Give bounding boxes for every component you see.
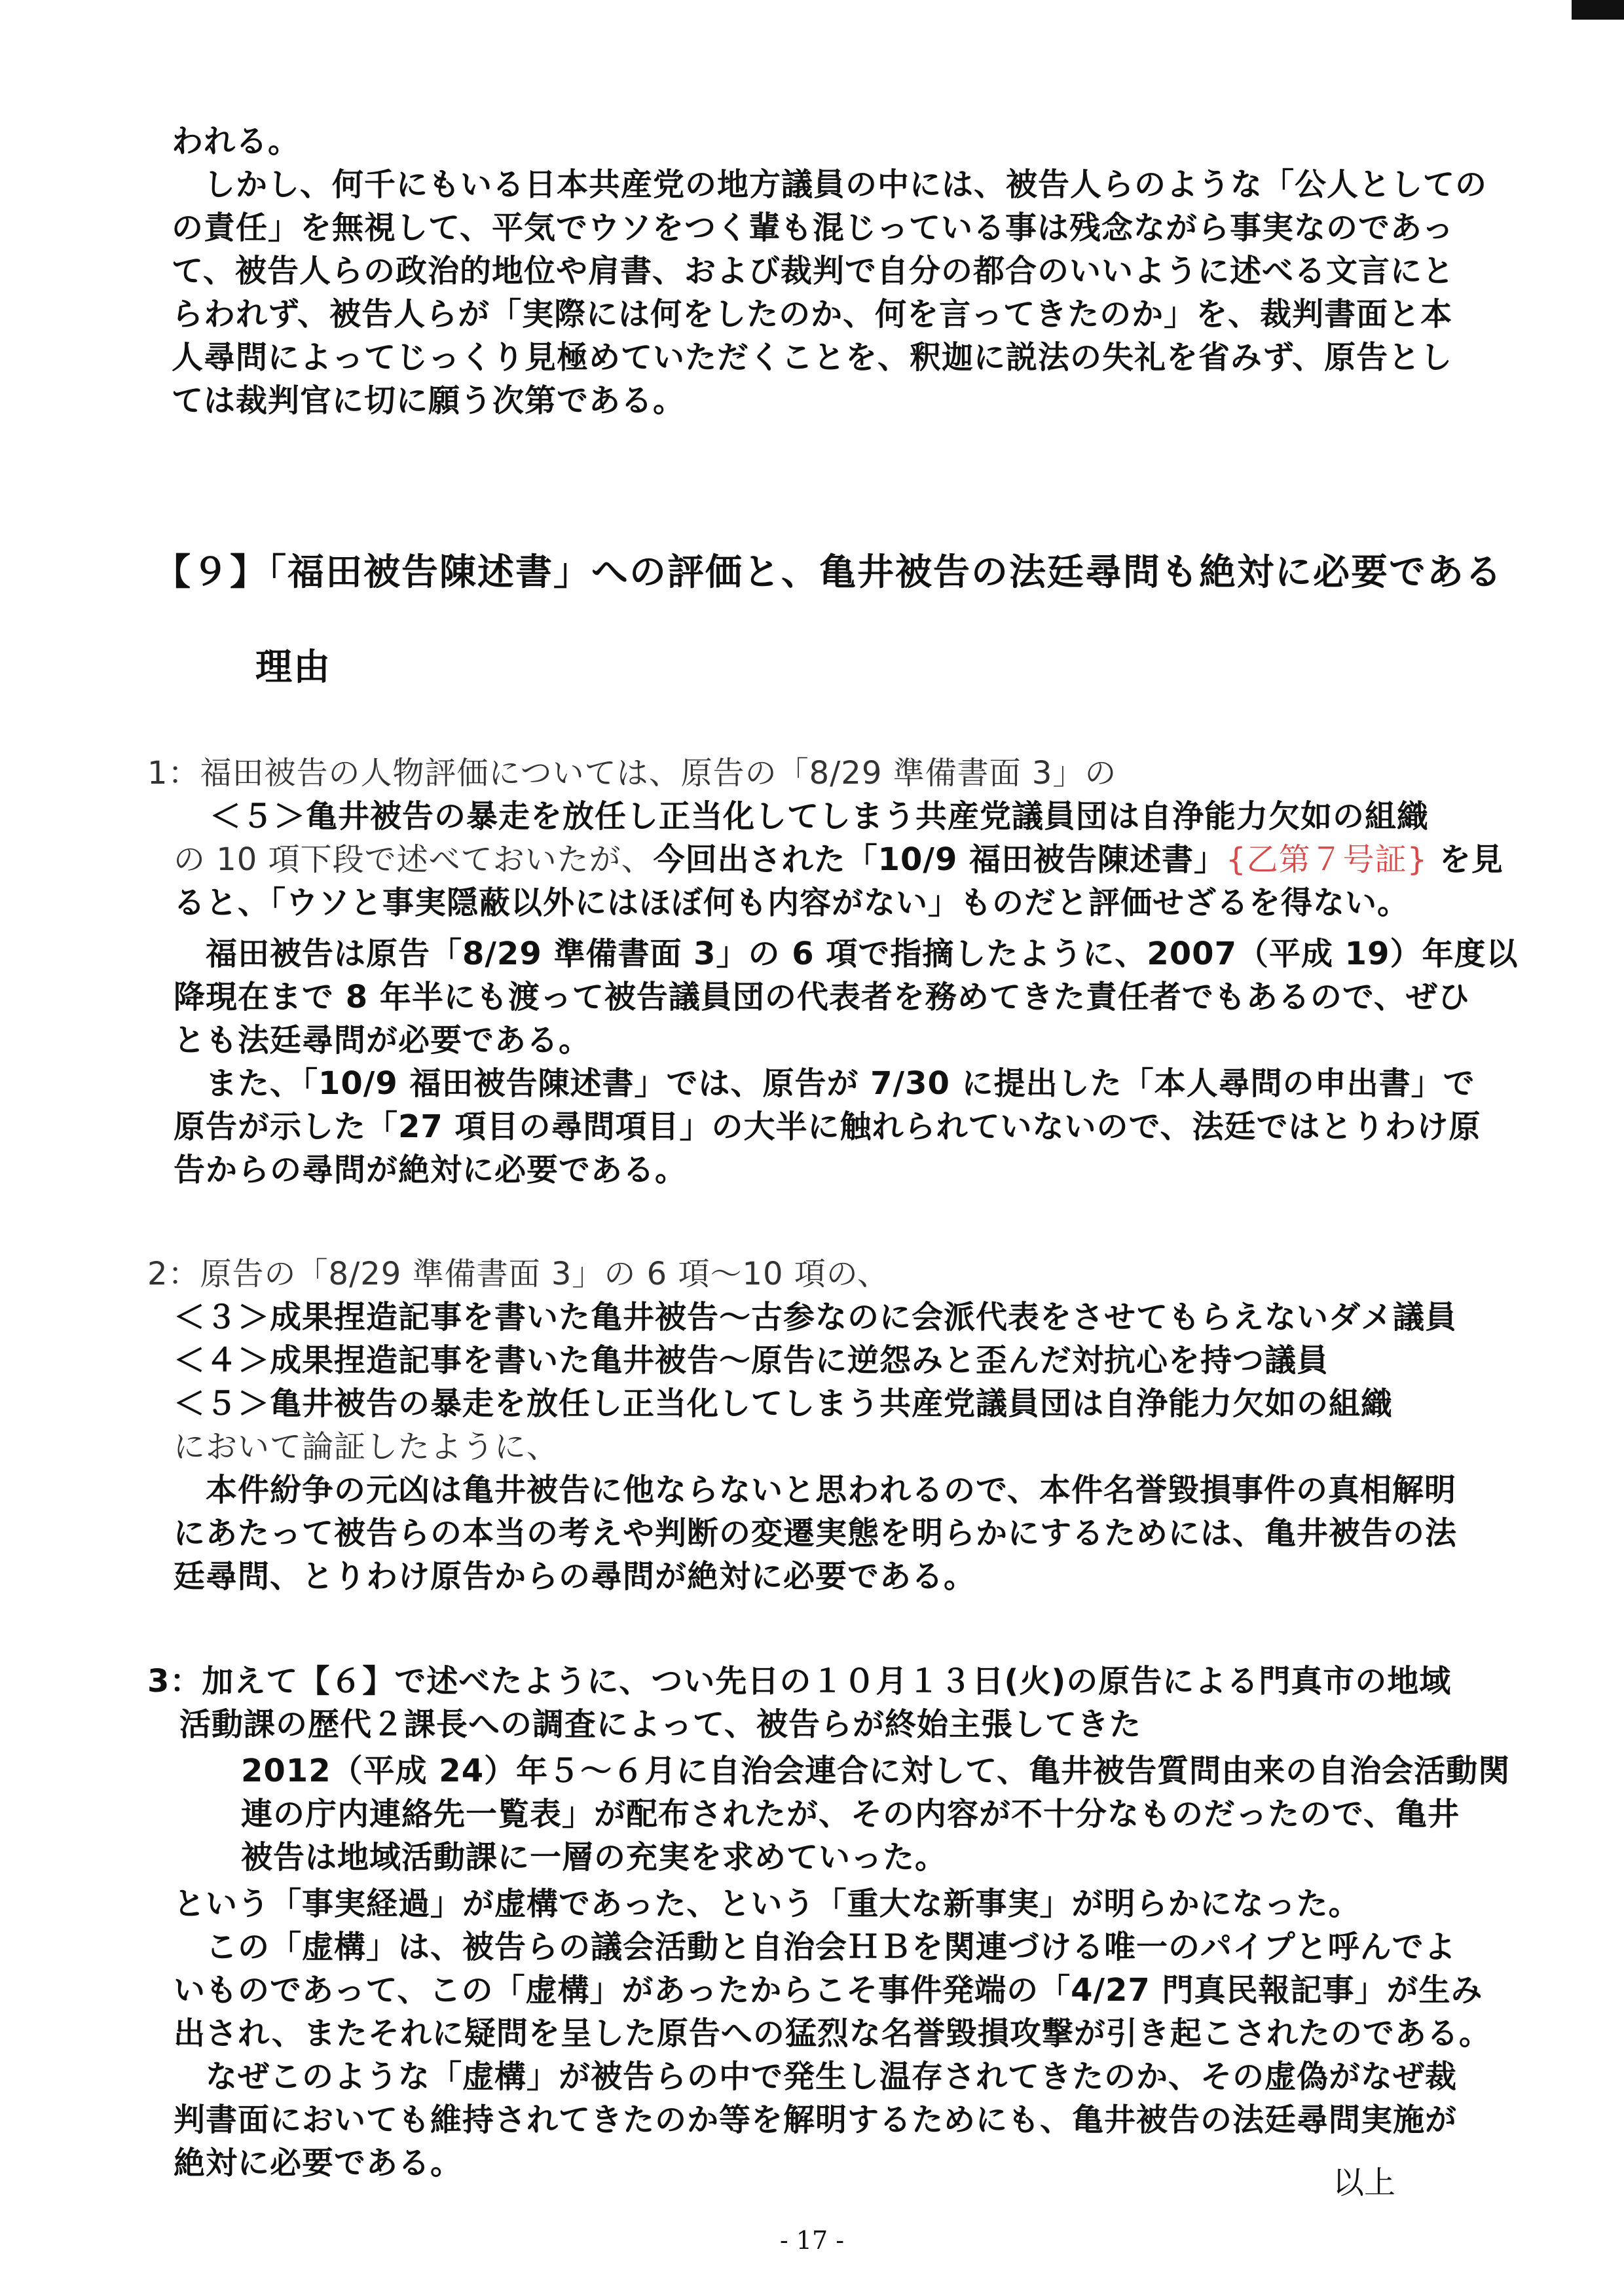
text-line: いものであって、この「虚構」があったからこそ事件発端の「4/27 門真民報記事」が生み bbox=[174, 1972, 1483, 2009]
text-line: 3：加えて【６】で述べたように、つい先日の１０月１３日(火)の原告による門真市の地域 bbox=[147, 1663, 1452, 1700]
item-1-line3-bold: 今回出された「10/9 福田被告陳述書」 bbox=[653, 841, 1227, 878]
text-line: とも法廷尋問が必要である。 bbox=[174, 1022, 591, 1059]
text-line: 被告は地域活動課に一層の充実を求めていった。 bbox=[241, 1839, 948, 1876]
item-2 bbox=[147, 1252, 1457, 1598]
text-line: 判書面においても維持されてきたのか等を解明するためにも、亀井被告の法廷尋問実施が bbox=[174, 2102, 1458, 2138]
item-3-body bbox=[174, 1882, 1491, 2185]
item-1 bbox=[147, 752, 1504, 924]
item-1-line3 bbox=[147, 838, 1504, 881]
item-1-sub: ＜５＞亀井被告の暴走を放任し正当化してしまう共産党議員団は自浄能力欠如の組織 bbox=[210, 798, 1430, 835]
item-1-line3-tail: を見 bbox=[1428, 841, 1504, 878]
text-line: われる。 bbox=[172, 123, 301, 160]
text-line: 告からの尋問が絶対に必要である。 bbox=[174, 1152, 688, 1188]
item-1-lead: 1：福田被告の人物評価については、原告の「8/29 準備書面 3」の bbox=[147, 755, 1117, 792]
item-1-line4: ると、「ウソと事実隠蔽以外にはほぼ何も内容がない」ものだと評価せざるを得ない。 bbox=[174, 884, 1410, 921]
item-1-line3-light: の 10 項下段で述べておいたが、 bbox=[174, 841, 654, 878]
section-heading-continued: 理由 bbox=[255, 646, 331, 689]
text-line: 出され、またそれに疑問を呈した原告への猛烈な名誉毀損攻撃が引き起こされたのである。 bbox=[174, 2015, 1491, 2052]
text-line: ては裁判官に切に願う次第である。 bbox=[172, 382, 686, 419]
text-line: て、被告人らの政治的地位や肩書、および裁判で自分の都合のいいように述べる文言にと bbox=[172, 253, 1455, 289]
text-line: 福田被告は原告「8/29 準備書面 3」の 6 項で指摘したように、2007（平成 19）年度以 bbox=[174, 936, 1519, 972]
item-1-paragraph-2 bbox=[174, 932, 1518, 1192]
text-line: にあたって被告らの本当の考えや判断の変遷実態を明らかにするためには、亀井被告の法 bbox=[174, 1515, 1458, 1552]
text-line: らわれず、被告人らが「実際には何をしたのか、何を言ってきたのか」を、裁判書面と本 bbox=[172, 296, 1453, 333]
item-2-sub: ＜５＞亀井被告の暴走を放任し正当化してしまう共産党議員団は自浄能力欠如の組織 bbox=[174, 1385, 1393, 1422]
text-line: なぜこのような「虚構」が被告らの中で発生し温存されてきたのか、その虚偽がなぜ裁 bbox=[174, 2058, 1458, 2095]
text-line: という「事実経過」が虚構であった、という「重大な新事実」が明らかになった。 bbox=[174, 1886, 1361, 1922]
item-3-quote bbox=[241, 1749, 1510, 1879]
text-line: 人尋問によってじっくり見極めていただくことを、釈迦に説法の失礼を省みず、原告とし bbox=[172, 339, 1453, 376]
intro-paragraph bbox=[172, 120, 1487, 422]
item-2-sub: ＜３＞成果捏造記事を書いた亀井被告～古参なのに会派代表をさせてもらえないダメ議員 bbox=[174, 1299, 1458, 1336]
text-line: この「虚構」は、被告らの議会活動と自治会ＨＢを関連づける唯一のパイプと呼んでよ bbox=[174, 1929, 1456, 1965]
item-2-tail: において論証したように、 bbox=[174, 1429, 559, 1465]
text-line: の責任」を無視して、平気でウソをつく輩も混じっている事は残念ながら事実なのであっ bbox=[172, 210, 1454, 246]
text-line: 絶対に必要である。 bbox=[174, 2145, 463, 2181]
text-line: 原告が示した「27 項目の尋問項目」の大半に触れられていないので、法廷ではとりわけ原 bbox=[174, 1108, 1481, 1145]
text-line: 降現在まで 8 年半にも渡って被告議員団の代表者を務めてきた責任者でもあるので、ぜひ bbox=[174, 979, 1470, 1015]
text-line: また、「10/9 福田被告陳述書」では、原告が 7/30 に提出した「本人尋問の申出書」で bbox=[174, 1065, 1475, 1102]
scan-corner-mark bbox=[1572, 0, 1624, 20]
text-line: 2012（平成 24）年５～６月に自治会連合に対して、亀井被告質問由来の自治会活動関 bbox=[241, 1753, 1511, 1789]
text-line: しかし、何千にもいる日本共産党の地方議員の中には、被告人らのような「公人としての bbox=[172, 166, 1488, 203]
item-2-sub: ＜４＞成果捏造記事を書いた亀井被告～原告に逆怨みと歪んだ対抗心を持つ議員 bbox=[174, 1342, 1329, 1379]
text-line: 連の庁内連絡先一覧表」が配布されたが、その内容が不十分なものだったので、亀井 bbox=[241, 1796, 1460, 1832]
closing-mark: 以上 bbox=[1333, 2164, 1396, 2201]
section-heading: 【９】「福田被告陳述書」への評価と、亀井被告の法廷尋問も絶対に必要である bbox=[154, 551, 1503, 594]
page-number: - 17 - bbox=[779, 2226, 845, 2255]
text-line: 廷尋問、とりわけ原告からの尋問が絶対に必要である。 bbox=[174, 1558, 976, 1595]
exhibit-reference: {乙第７号証} bbox=[1226, 841, 1428, 878]
text-line: 活動課の歴代２課長への調査によって、被告らが終始主張してきた bbox=[147, 1706, 1142, 1743]
item-2-lead: 2：原告の「8/29 準備書面 3」の 6 項～10 項の、 bbox=[147, 1256, 889, 1292]
item-3 bbox=[147, 1660, 1451, 1746]
text-line: 本件紛争の元凶は亀井被告に他ならないと思われるので、本件名誉毀損事件の真相解明 bbox=[174, 1472, 1457, 1508]
